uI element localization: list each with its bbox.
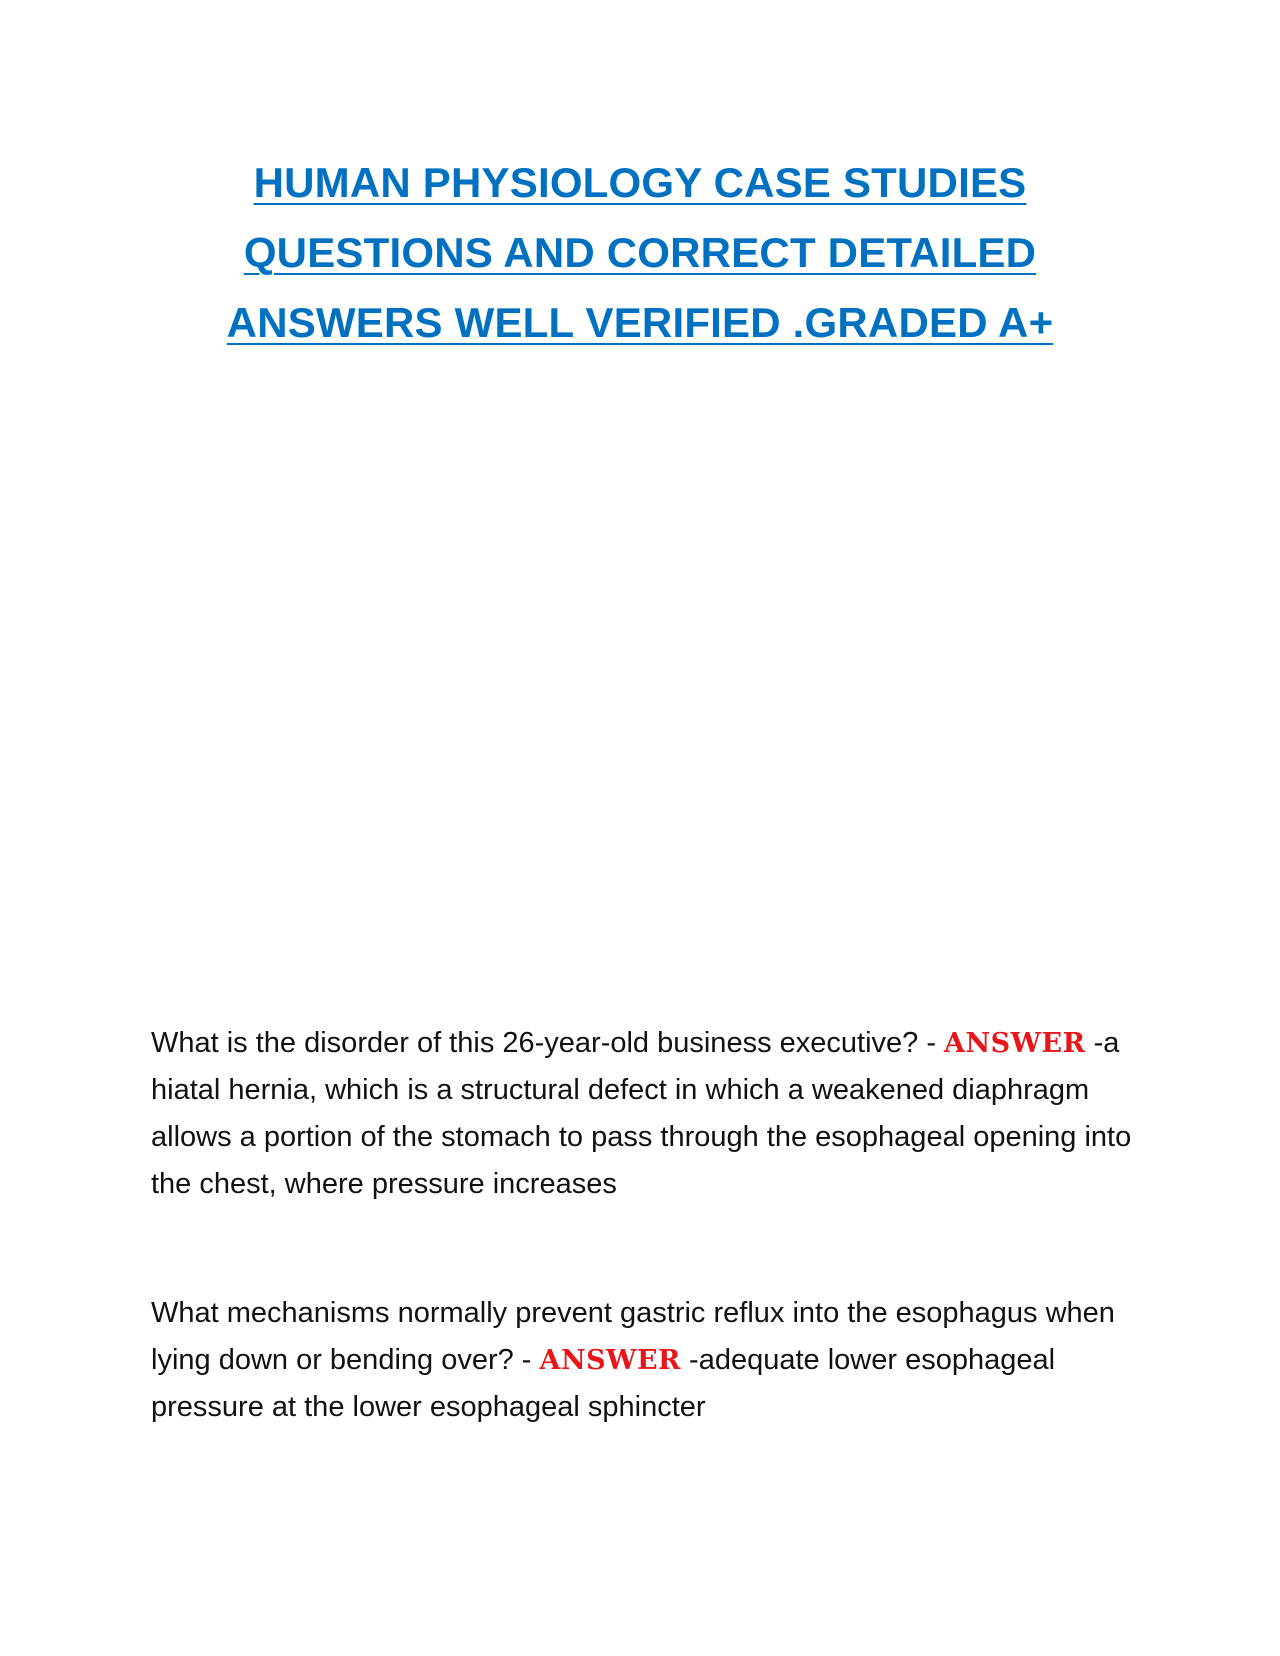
title-line-3: ANSWERS WELL VERIFIED .GRADED A+ bbox=[226, 299, 1054, 346]
answer-text: -a hiatal hernia, which is a structural defect in which a weakened diaphragm allows a portion of the stomach to pass through the esophageal opening into the chest, where pressure increases bbox=[151, 1027, 1132, 1200]
answer-text: -adequate lower esophageal pressure at the lower esophageal sphincter bbox=[151, 1344, 1056, 1423]
document-title bbox=[0, 148, 1280, 358]
answer-label: ANSWER bbox=[539, 1345, 681, 1376]
title-line-1: HUMAN PHYSIOLOGY CASE STUDIES bbox=[253, 159, 1027, 206]
qa-item bbox=[151, 1020, 1151, 1208]
question-text: What is the disorder of this 26-year-old business executive? - bbox=[151, 1027, 945, 1059]
question-text: What mechanisms normally prevent gastric reflux into the esophagus when lying down or bending over? - bbox=[151, 1297, 1115, 1376]
qa-item bbox=[151, 1290, 1151, 1431]
answer-label: ANSWER bbox=[944, 1028, 1086, 1059]
title-line-2: QUESTIONS AND CORRECT DETAILED bbox=[243, 229, 1037, 276]
